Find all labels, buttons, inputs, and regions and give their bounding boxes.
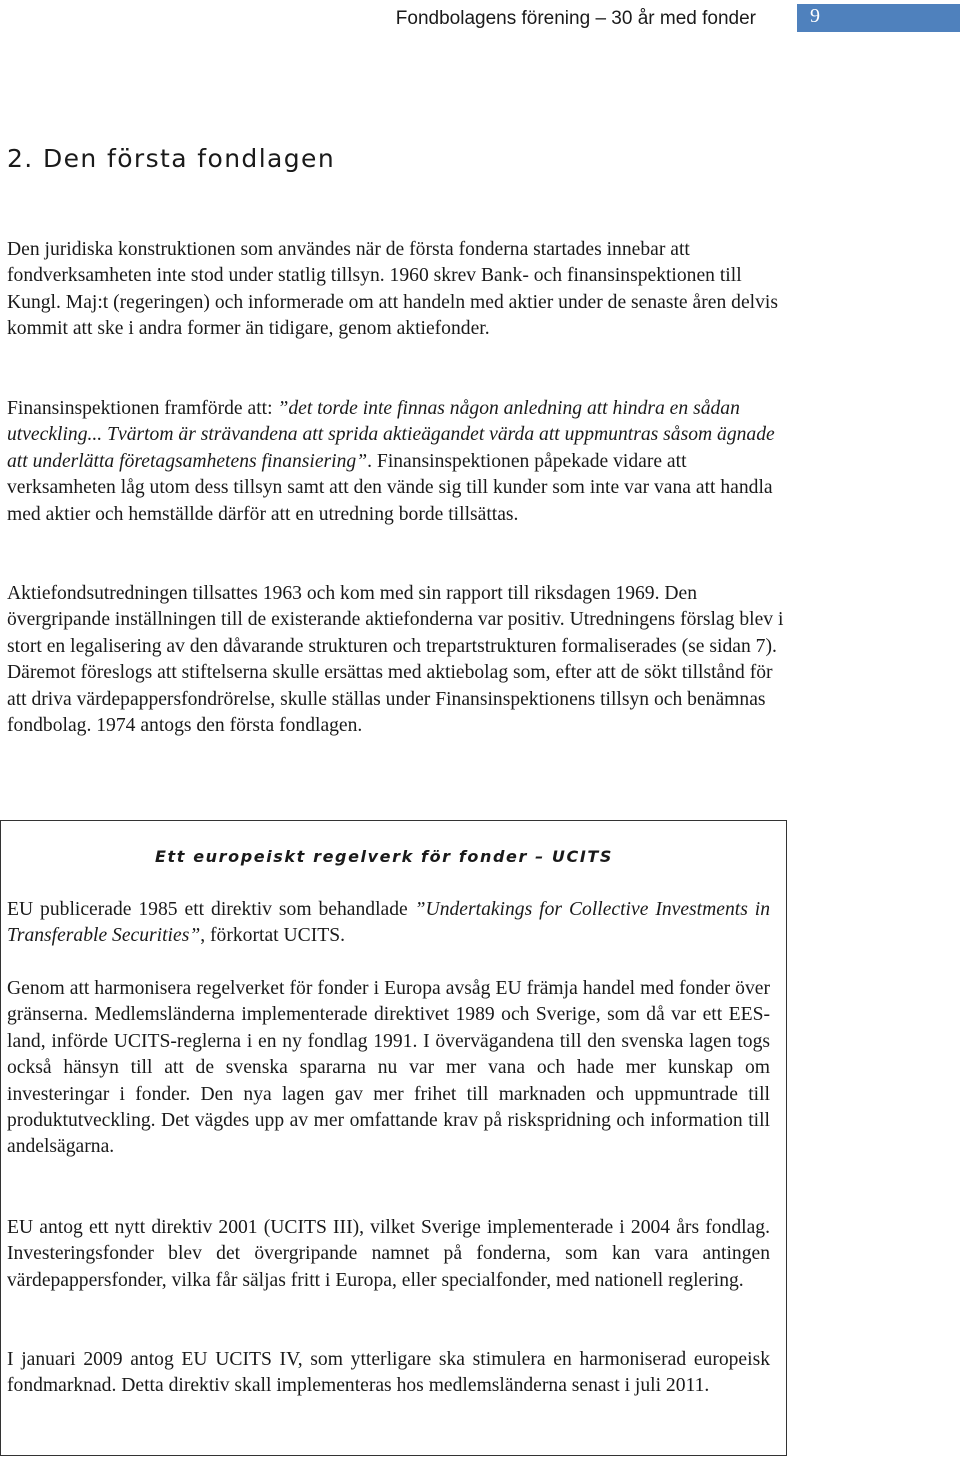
- paragraph-2-quote: ”det torde inte finnas någon anledning att hindra en sådan utveckling... Tvärtom är strävandena att sprida aktieägandet värda att uppmuntras såsom ägnade att underlätta företagsamhetens finansiering”: [7, 398, 775, 472]
- fact-box-paragraph-1-rest: , förkortat UCITS.: [200, 925, 345, 947]
- fact-box-title: Ett europeiskt regelverk för fonder – UCITS: [155, 847, 614, 866]
- paragraph-2-rest: . Finansinspektionen påpekade vidare att verksamheten låg utom dess tillsyn samt att den vände sig till kunder som inte var vana att handla med aktier och hemställde därför att en utredning borde tillsättas.: [7, 450, 773, 525]
- page-number: 9: [810, 5, 820, 27]
- page-header: [0, 0, 960, 40]
- chapter-heading: 2. Den första fondlagen: [7, 144, 336, 173]
- fact-box-paragraph-1-intro: EU publicerade 1985 ett direktiv som behandlade: [7, 899, 415, 920]
- paragraph-3: Aktiefondsutredningen tillsattes 1963 och kom med sin rapport till riksdagen 1969. Den övergripande inställningen till de existerande aktiefonderna var positiv. Utredningens förslag blev i stort en legalisering av den dåvarande strukturen och trepartstrukturen formaliserades (se sidan 7). Däremot föreslogs att stiftelserna skulle ersättas med aktiebolag som, efter att de sökt tillstånd för att driva värdepappersfondrörelse, skulle ställas under Finansinspektionens tillsyn och benämnas fondbolag. 1974 antogs den första fondlagen.: [7, 583, 784, 737]
- fact-box-paragraph-4: I januari 2009 antog EU UCITS IV, som ytterligare ska stimulera en harmoniserad europeisk fondmarknad. Detta direktiv skall implementeras hos medlemsländerna senast i juli 2011.: [7, 1349, 770, 1397]
- fact-box-paragraph-3: EU antog ett nytt direktiv 2001 (UCITS III), vilket Sverige implementerade i 2004 års fondlag. Investeringsfonder blev det övergripande namnet på fonderna, som kan vara antingen värdepappersfonder, vilka får säljas fritt i Europa, eller specialfonder, med nationell reglering.: [7, 1217, 770, 1291]
- paragraph-2: [7, 396, 797, 528]
- paragraph-2-intro: Finansinspektionen framförde att:: [7, 398, 278, 419]
- fact-box-paragraph-1-quote: ”Undertakings for Collective Investments in Transferable Securities”: [7, 899, 770, 947]
- fact-box-paragraph-1: [7, 897, 770, 950]
- page-number-badge: [797, 4, 960, 32]
- paragraph-1: Den juridiska konstruktionen som användes när de första fonderna startades innebar att fondverksamheten inte stod under statlig tillsyn. 1960 skrev Bank- och finansinspektionen till Kungl. Maj:t (regeringen) och informerade om att handeln med aktier under de senaste åren delvis kommit att ske i andra former än tidigare, genom aktiefonder.: [7, 239, 778, 340]
- running-header-title: Fondbolagens förening – 30 år med fonder: [395, 8, 756, 29]
- fact-box-paragraph-2: Genom att harmonisera regelverket för fonder i Europa avsåg EU främja handel med fonder över gränserna. Medlemsländerna implementerade direktivet 1989 och Sverige, som då var ett EES-land, införde UCITS-reglerna i en ny fondlag 1991. I övervägandena till den svenska lagen togs också hänsyn till att de svenska spararna nu var mer vana och hade mer kunskap om investeringar i fonder. Den nya lagen gav mer frihet till marknaden och uppmuntrade till produktutveckling. Det vägdes upp av mer omfattande krav på riskspridning och information till andelsägarna.: [7, 978, 770, 1158]
